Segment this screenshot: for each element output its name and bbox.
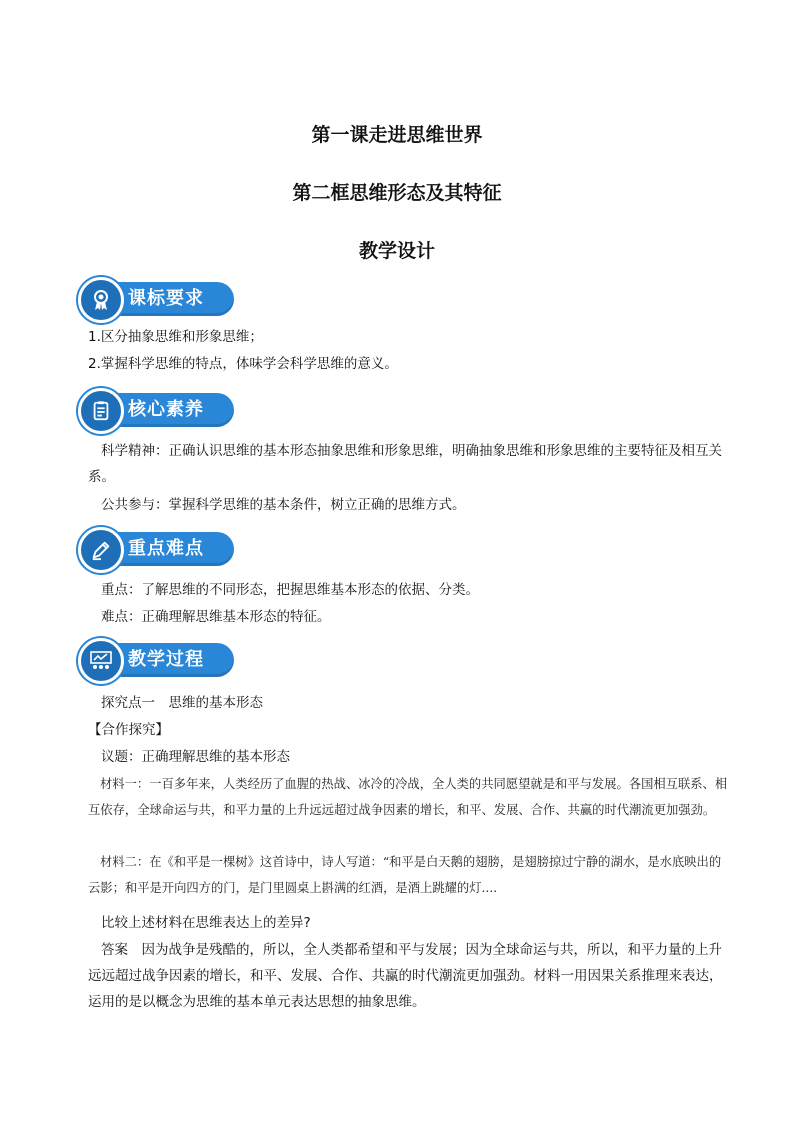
section-badge-key-points — [78, 530, 228, 568]
literacy-paragraph-2: 公共参与：掌握科学思维的基本条件，树立正确的思维方式。 — [101, 497, 466, 513]
answer-text: 答案 因为战争是残酷的，所以，全人类都希望和平与发展；因为全球命运与共，所以，和平力量的上升远远超过战争因素的增长，和平、发展、合作、共赢的时代潮流更加强劲。材料一用因果关系推理来表达，运用的是以概念为思维的基本单元表达思想的抽象思维。 — [88, 942, 723, 1010]
key-point-text: 重点：了解思维的不同形态，把握思维基本形态的依据、分类。 — [101, 582, 479, 598]
explore-heading: 探究点一 思维的基本形态 — [101, 695, 263, 711]
topic-text: 议题：正确理解思维的基本形态 — [101, 749, 290, 765]
section-label: 课标要求 — [128, 288, 204, 309]
literacy-paragraph-1: 科学精神：正确认识思维的基本形态抽象思维和形象思维，明确抽象思维和形象思维的主要特征及相互关系。 — [88, 443, 722, 485]
lesson-title: 第一课走进思维世界 — [311, 124, 483, 146]
standards-item-1: 1.区分抽象思维和形象思维； — [88, 329, 263, 345]
material-2: 材料二：在《和平是一棵树》这首诗中，诗人写道：“和平是白天鹅的翅膀，是翅膀掠过宁静的湖水，是水底映出的云影；和平是开向四方的门，是门里圆桌上斟满的红酒，是酒上跳耀的灯.... — [88, 855, 722, 895]
question-text: 比较上述材料在思维表达上的差异? — [101, 915, 311, 931]
standards-item-2: 2.掌握科学思维的特点，体味学会科学思维的意义。 — [88, 356, 398, 372]
doc-type-title: 教学设计 — [358, 240, 435, 262]
section-badge-process — [78, 641, 228, 679]
coop-heading: 【合作探究】 — [88, 722, 169, 738]
pencil-icon — [78, 527, 124, 573]
group-chart-icon — [78, 638, 124, 684]
section-label: 教学过程 — [128, 649, 204, 670]
checklist-icon — [78, 388, 124, 434]
material-1: 材料一：一百多年来，人类经历了血腥的热战、冰冷的冷战，全人类的共同愿望就是和平与发展。各国相互联系、相互依存，全球命运与共，和平力量的上升远远超过战争因素的增长，和平、发展、合作、共赢的时代潮流更加强劲。 — [88, 777, 728, 817]
section-badge-literacy — [78, 391, 228, 429]
section-label: 重点难点 — [128, 538, 204, 559]
section-badge-standards — [78, 280, 228, 318]
frame-title: 第二框思维形态及其特征 — [292, 182, 502, 204]
section-label: 核心素养 — [128, 399, 204, 420]
award-ribbon-icon — [78, 277, 124, 323]
difficult-point-text: 难点：正确理解思维基本形态的特征。 — [101, 609, 331, 625]
